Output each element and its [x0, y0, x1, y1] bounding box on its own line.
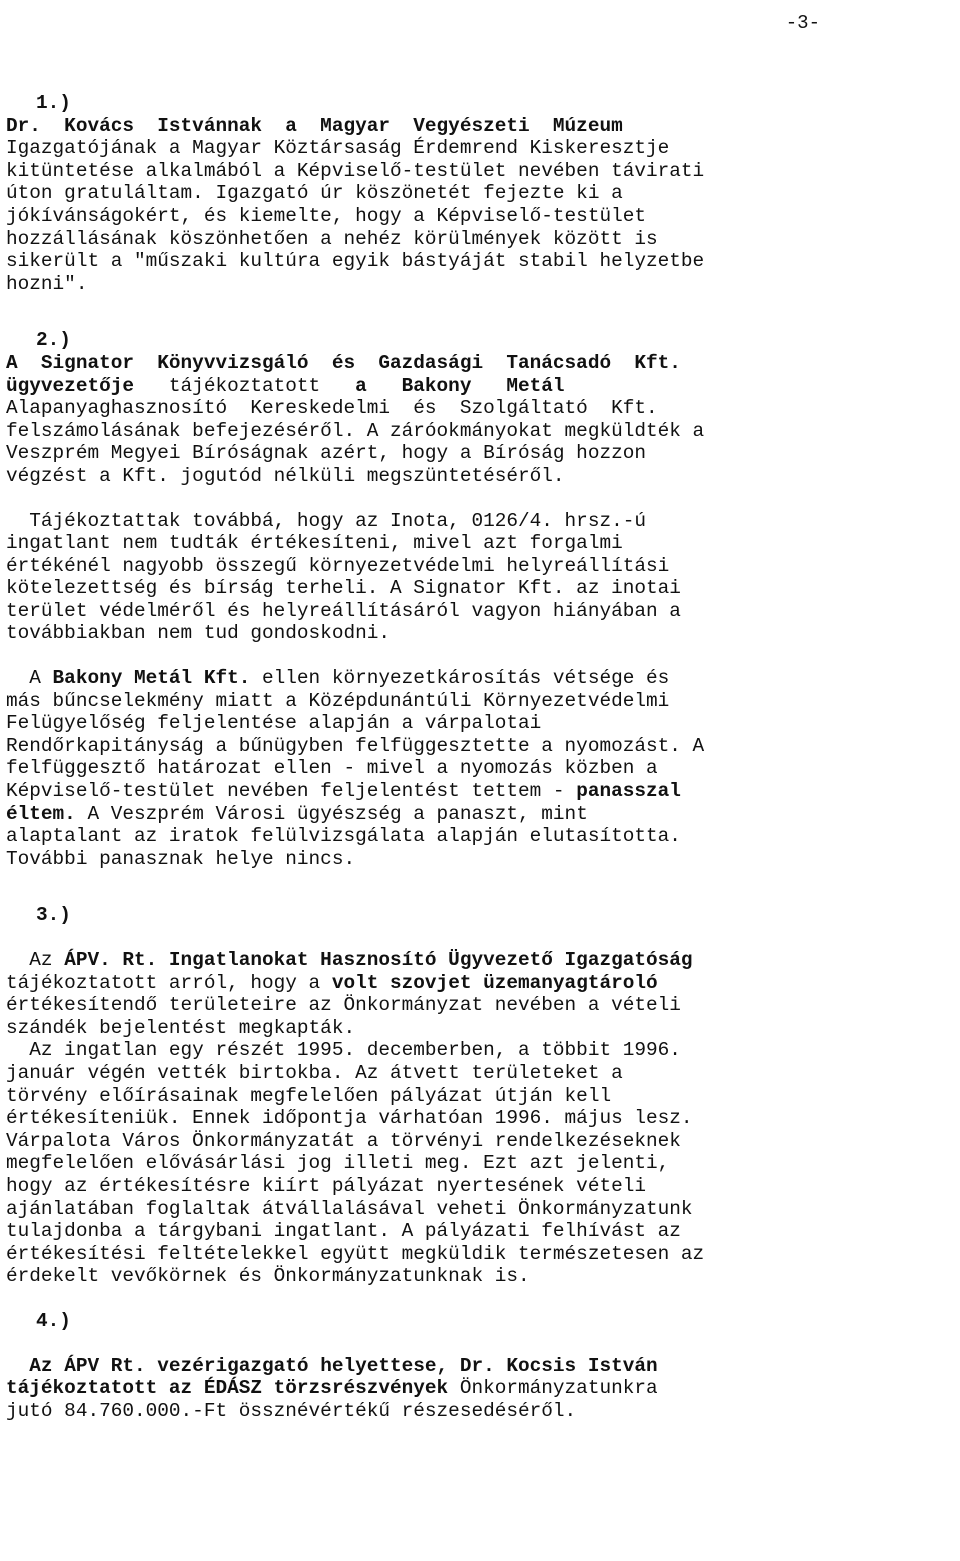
- text: tájékoztatott: [134, 374, 356, 397]
- text: értékénél nagyobb összegű környezetvédelmi helyreállítási: [6, 554, 670, 577]
- bold-text: éltem.: [6, 802, 76, 825]
- text: úton gratuláltam. Igazgató úr köszönetét fejezte ki a: [6, 182, 623, 205]
- text: jutó 84.760.000.-Ft össznévértékű részesedéséről.: [6, 1399, 577, 1422]
- text-line: [6, 273, 826, 296]
- text: Önkormányzatunkra: [448, 1377, 658, 1400]
- bold-text: Bakony Metál Kft.: [52, 667, 251, 690]
- text: értékesítendő területeire az Önkormányzat nevében a vételi: [6, 994, 681, 1017]
- text: hozni".: [6, 272, 88, 295]
- text: Képviselő-testület nevében feljelentést tettem -: [6, 780, 577, 803]
- text: végzést a Kft. jogutód nélküli megszüntetéséről.: [6, 464, 565, 487]
- text-line: [6, 397, 826, 420]
- section: [6, 329, 826, 870]
- text-line: [6, 375, 826, 398]
- text-line: [6, 949, 826, 972]
- text: január végén vették birtokba. Az átvett területeket a: [6, 1061, 623, 1084]
- section: [6, 904, 826, 1288]
- text: értékesíteniük. Ennek időpontja várhatóan 1996. május lesz.: [6, 1107, 693, 1130]
- text-line: [6, 205, 826, 228]
- section-number: 2.): [36, 329, 71, 352]
- text: Az ingatlan egy részét 1995. decemberben, a többit 1996.: [6, 1039, 681, 1062]
- text-line: [6, 510, 826, 533]
- text: szándék bejelentést megkapták.: [6, 1016, 356, 1039]
- text-line: [6, 1198, 826, 1221]
- text: ajánlatában foglaltak átvállalásával veheti Önkormányzatunk: [6, 1197, 693, 1220]
- text-line: [6, 352, 826, 375]
- paragraph: [6, 115, 826, 296]
- text: törvény előírásainak megfelelően pályázat útján kell: [6, 1084, 612, 1107]
- text-line: [6, 1062, 826, 1085]
- text: ingatlant nem tudták értékesíteni, mivel azt forgalmi: [6, 532, 623, 555]
- text: alaptalant az iratok felülvizsgálata alapján elutasította.: [6, 825, 681, 848]
- text-line: [6, 182, 826, 205]
- document-body: [6, 92, 826, 1422]
- text: Veszprém Megyei Bíróságnak azért, hogy a Bíróság hozzon: [6, 442, 646, 465]
- text: megfelelően elővásárlási jog illeti meg. Ezt azt jelenti,: [6, 1152, 670, 1175]
- page-number: -3-: [785, 12, 820, 34]
- text: Felügyelőség feljelentése alapján a várpalotai: [6, 712, 542, 735]
- text: hozzállásának köszönhetően a nehéz körülmények között is: [6, 227, 658, 250]
- text: hogy az értékesítésre kiírt pályázat nyertesének vételi: [6, 1174, 646, 1197]
- text: továbbiakban nem tud gondoskodni.: [6, 622, 390, 645]
- text: A Veszprém Városi ügyészség a panaszt, mint: [75, 802, 588, 825]
- text-line: [6, 1152, 826, 1175]
- text-line: [6, 1085, 826, 1108]
- text: ellen környezetkárosítás vétsége és: [250, 667, 670, 690]
- text-line: [6, 1265, 826, 1288]
- bold-text: ÁPV. Rt. Ingatlanokat Hasznosító Ügyvezető Igazgatóság: [64, 949, 693, 971]
- text: Az: [6, 949, 65, 971]
- bold-text: tájékoztatott az ÉDÁSZ törzsrészvények: [6, 1377, 449, 1400]
- bold-text: a Bakony Metál: [355, 374, 565, 397]
- text-line: [6, 780, 826, 803]
- text-line: [6, 825, 826, 848]
- text-line: [6, 228, 826, 251]
- text-line: [6, 1355, 826, 1378]
- text-line: [6, 160, 826, 183]
- section-number: 3.): [36, 904, 71, 927]
- text-line: [6, 690, 826, 713]
- bold-text: ügyvezetője: [6, 374, 134, 397]
- section-number: 4.): [36, 1309, 71, 1332]
- text: tulajdonba a tárgybani ingatlant. A pályázati felhívást az: [6, 1220, 681, 1243]
- text-line: [6, 532, 826, 555]
- text-line: [6, 1377, 826, 1400]
- text-line: [6, 137, 826, 160]
- text: Igazgatójának a Magyar Köztársaság Érdemrend Kiskeresztje: [6, 137, 670, 160]
- text: Rendőrkapitányság a bűnügyben felfüggesztette a nyomozást. A: [6, 734, 705, 757]
- text-line: [6, 1243, 826, 1266]
- text: Várpalota Város Önkormányzatát a törvényi rendelkezéseknek: [6, 1129, 681, 1152]
- text-line: [6, 250, 826, 273]
- paragraph: [6, 949, 826, 1288]
- text-line: [6, 600, 826, 623]
- text-line: [6, 622, 826, 645]
- text: Tájékoztattak továbbá, hogy az Inota, 0126/4. hrsz.-ú: [6, 509, 646, 532]
- text-line: [6, 712, 826, 735]
- text: felszámolásának befejezéséről. A záróokmányokat megküldték a: [6, 419, 705, 442]
- section-number: 1.): [36, 92, 71, 114]
- section: [6, 1310, 826, 1422]
- text-line: [6, 465, 826, 488]
- text-line: [6, 803, 826, 826]
- text: sikerült a "műszaki kultúra egyik bástyáját stabil helyzetbe: [6, 250, 705, 273]
- paragraph: [6, 1355, 826, 1423]
- bold-text: volt szovjet üzemanyagtároló: [331, 971, 658, 994]
- text: jókívánságokért, és kiemelte, hogy a Képviselő-testület: [6, 204, 646, 227]
- bold-text: Dr. Kovács Istvánnak a Magyar Vegyészeti Múzeum: [6, 114, 623, 137]
- text-line: [6, 577, 826, 600]
- text-line: [6, 848, 826, 871]
- text-line: [6, 667, 826, 690]
- text-line: [6, 115, 826, 138]
- paragraph: [6, 510, 826, 646]
- text: terület védelméről és helyreállításáról vagyon hiányában a: [6, 599, 681, 622]
- text: tájékoztatott arról, hogy a: [6, 971, 332, 994]
- text-line: [6, 442, 826, 465]
- text: kitüntetése alkalmából a Képviselő-testület nevében távirati: [6, 159, 705, 182]
- bold-text: A Signator Könyvvizsgáló és Gazdasági Tanácsadó Kft.: [6, 351, 681, 374]
- text-line: [6, 1220, 826, 1243]
- text-line: [6, 757, 826, 780]
- text-line: [6, 1400, 826, 1423]
- text: [6, 1355, 29, 1377]
- bold-text: Az ÁPV Rt. vezérigazgató helyettese, Dr. Kocsis István: [29, 1354, 658, 1377]
- text: A: [6, 667, 53, 690]
- bold-text: panasszal: [576, 780, 681, 803]
- text-line: [6, 1039, 826, 1062]
- text: felfüggesztő határozat ellen - mivel a nyomozás közben a: [6, 757, 658, 780]
- text-line: [6, 994, 826, 1017]
- paragraph: [6, 667, 826, 870]
- text: értékesítési feltételekkel együtt megküldik természetesen az: [6, 1242, 705, 1265]
- text: kötelezettség és bírság terheli. A Signator Kft. az inotai: [6, 577, 681, 600]
- text-line: [6, 1175, 826, 1198]
- text-line: [6, 555, 826, 578]
- text: más bűncselekmény miatt a Középdunántúli Környezetvédelmi: [6, 689, 670, 712]
- text: További panasznak helye nincs.: [6, 847, 356, 870]
- text-line: [6, 1017, 826, 1040]
- text-line: [6, 735, 826, 758]
- text: érdekelt vevőkörnek és Önkormányzatunknak is.: [6, 1265, 530, 1288]
- paragraph: [6, 352, 826, 488]
- text-line: [6, 972, 826, 995]
- section: [6, 92, 826, 295]
- text-line: [6, 1130, 826, 1153]
- text-line: [6, 420, 826, 443]
- text-line: [6, 1107, 826, 1130]
- text: Alapanyaghasznosító Kereskedelmi és Szolgáltató Kft.: [6, 397, 658, 420]
